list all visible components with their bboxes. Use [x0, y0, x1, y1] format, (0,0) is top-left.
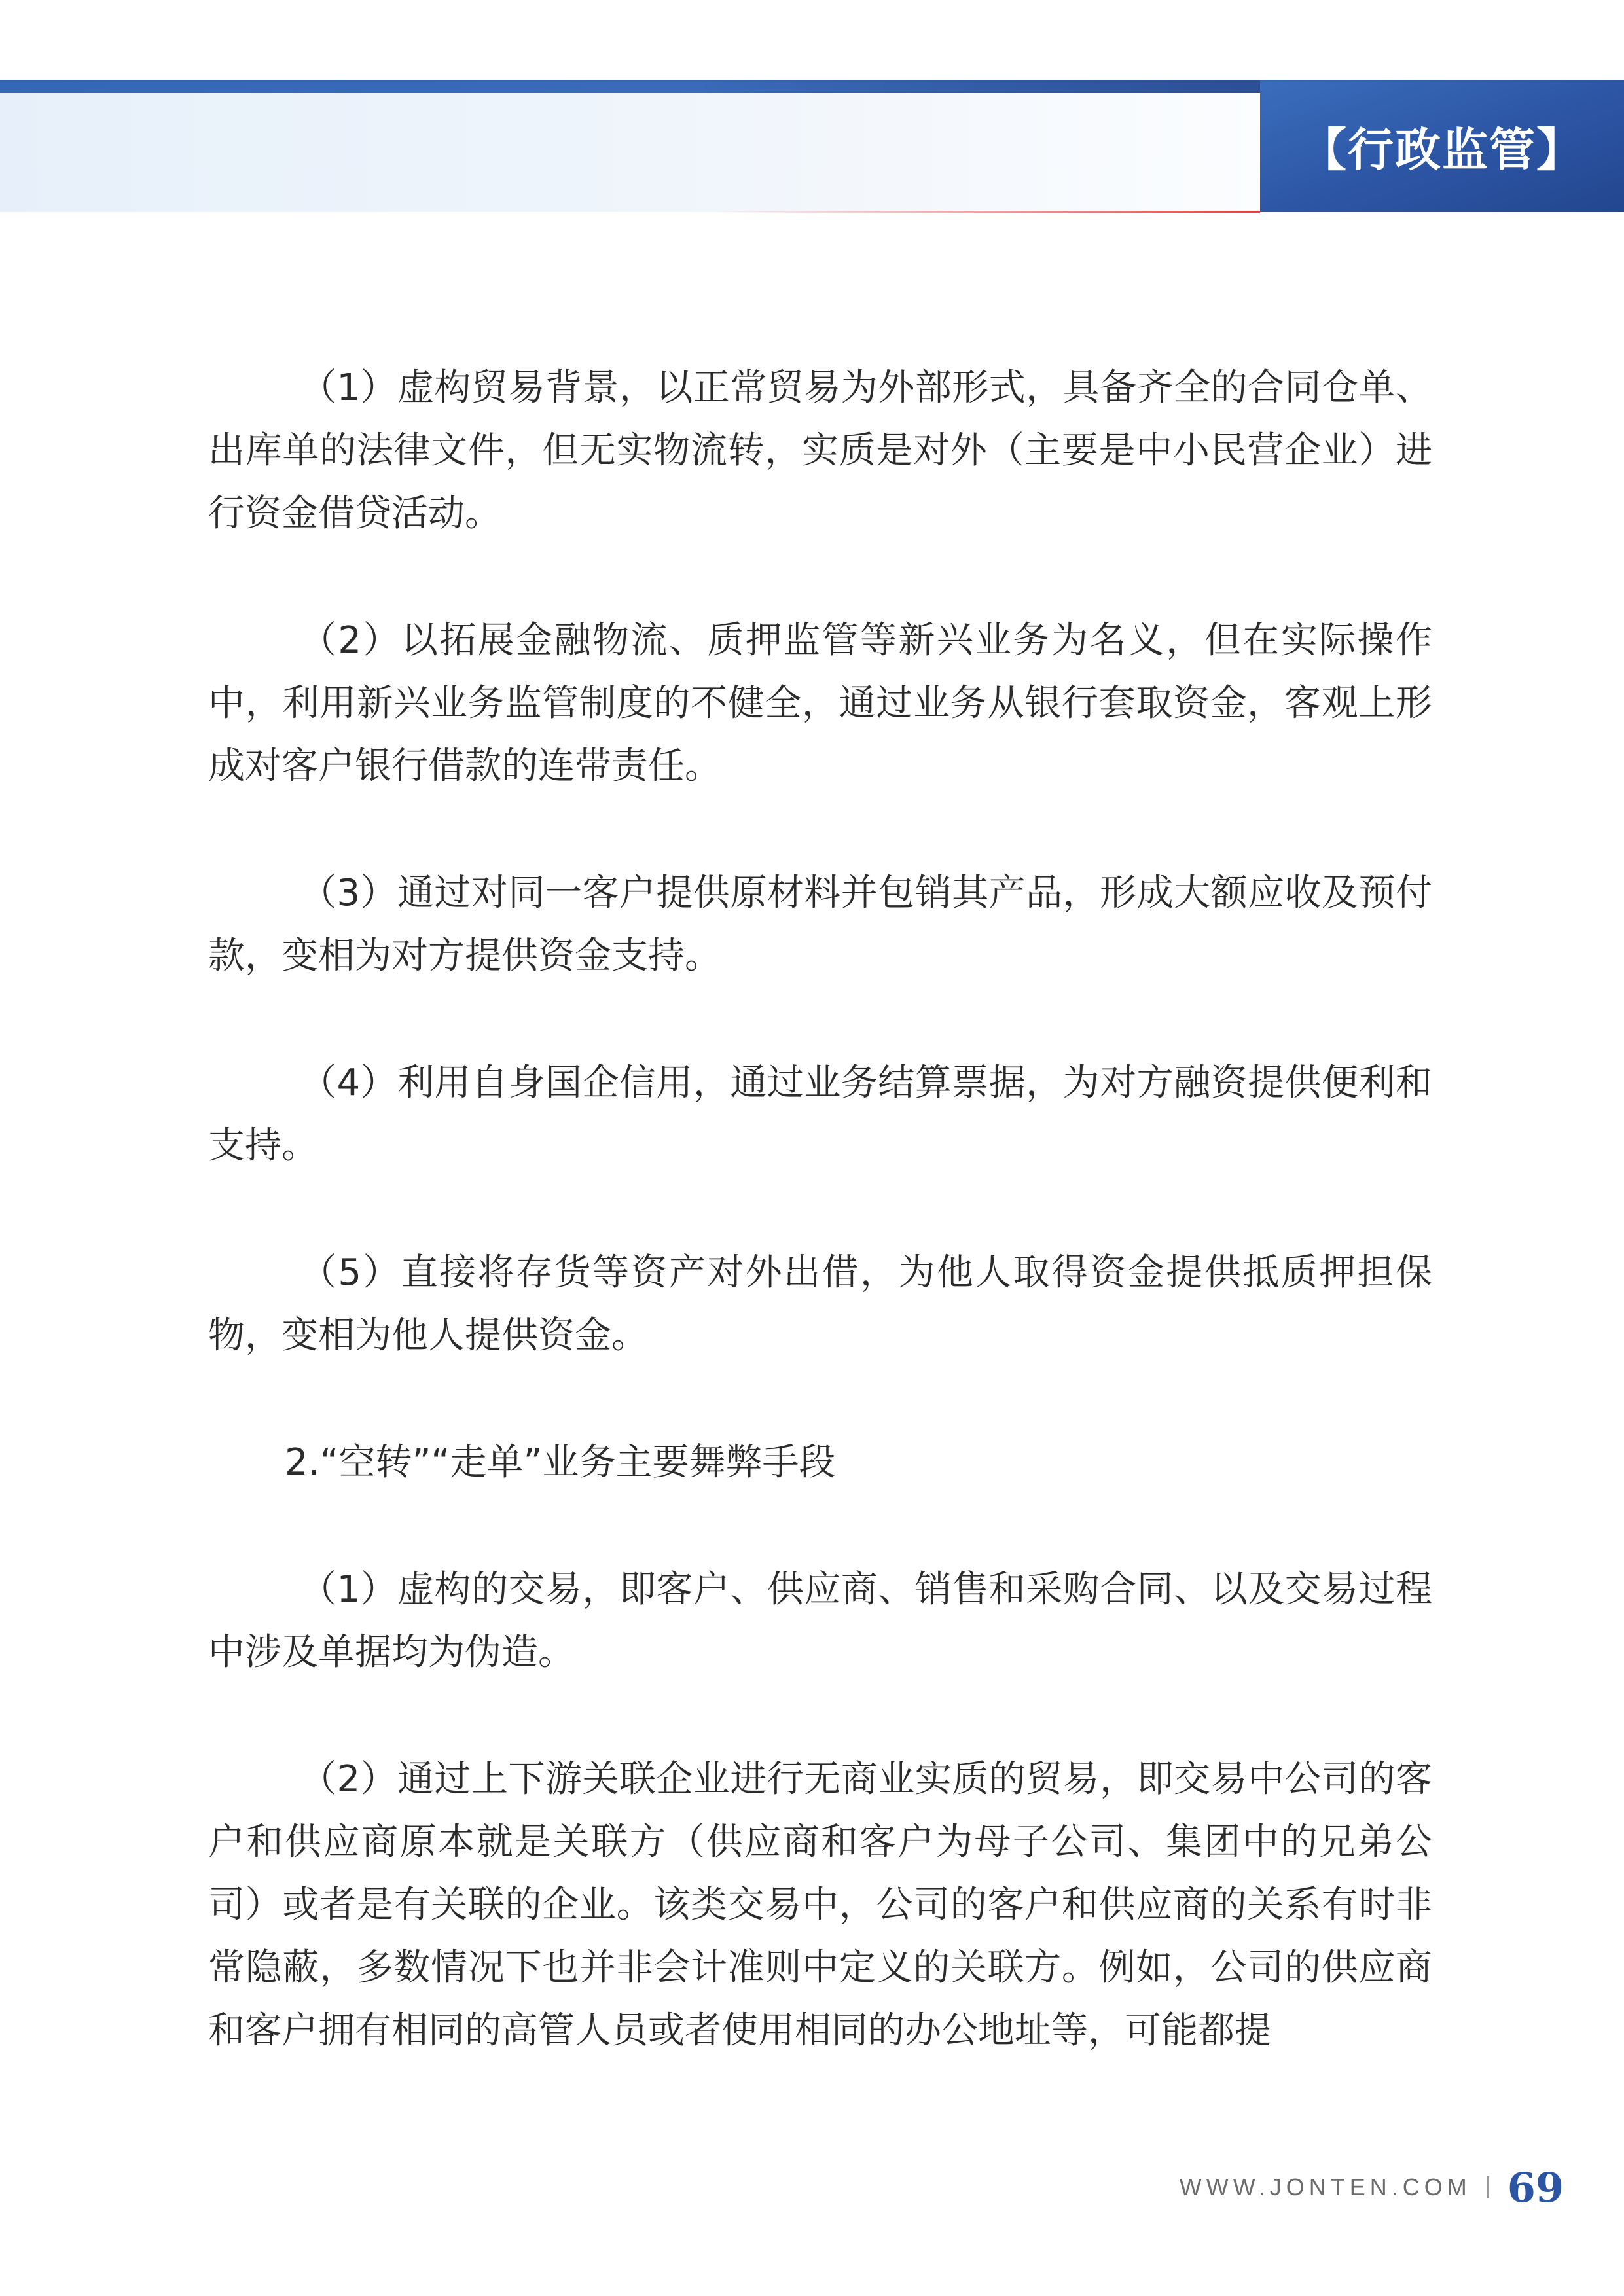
- section-heading: 2.“空转”“走单”业务主要舞弊手段: [285, 1441, 836, 1484]
- page-number: 69: [1507, 2163, 1564, 2212]
- header-top-line: [0, 80, 1260, 93]
- header-accent-line: [713, 211, 1260, 213]
- header-band: [0, 93, 1260, 212]
- paragraph-2: （2）以拓展金融物流、质押监管等新兴业务为名义，但在实际操作中，利用新兴业务监管制度的不健全，通过业务从银行套取资金，客观上形成对客户银行借款的连带责任。: [208, 619, 1432, 787]
- article-body: [208, 357, 1432, 2126]
- paragraph-6: （1）虚构的交易，即客户、供应商、销售和采购合同、以及交易过程中涉及单据均为伪造。: [208, 1568, 1432, 1674]
- section-tag: 【行政监管】: [1301, 122, 1583, 177]
- paragraph-5: （5）直接将存货等资产对外出借，为他人取得资金提供抵质押担保物，变相为他人提供资金。: [208, 1251, 1432, 1357]
- paragraph-4: （4）利用自身国企信用，通过业务结算票据，为对方融资提供便利和支持。: [208, 1062, 1432, 1167]
- paragraph-1: （1）虚构贸易背景，以正常贸易为外部形式，具备齐全的合同仓单、出库单的法律文件，但无实物流转，实质是对外（主要是中小民营企业）进行资金借贷活动。: [208, 367, 1432, 535]
- paragraph-7: （2）通过上下游关联企业进行无商业实质的贸易，即交易中公司的客户和供应商原本就是关联方（供应商和客户为母子公司、集团中的兄弟公司）或者是有关联的企业。该类交易中，公司的客户和供应商的关系有时非常隐蔽，多数情况下也并非会计准则中定义的关联方。例如，公司的供应商和客户拥有相同的高管人员或者使用相同的办公地址等，可能都提: [208, 1758, 1432, 2052]
- section-tab: [1260, 80, 1624, 212]
- paragraph-3: （3）通过对同一客户提供原材料并包销其产品，形成大额应收及预付款，变相为对方提供资金支持。: [208, 872, 1432, 977]
- website-url: WWW.JONTEN.COM: [1179, 2174, 1471, 2200]
- page-footer: [1180, 2161, 1564, 2214]
- footer-divider: [1487, 2176, 1489, 2198]
